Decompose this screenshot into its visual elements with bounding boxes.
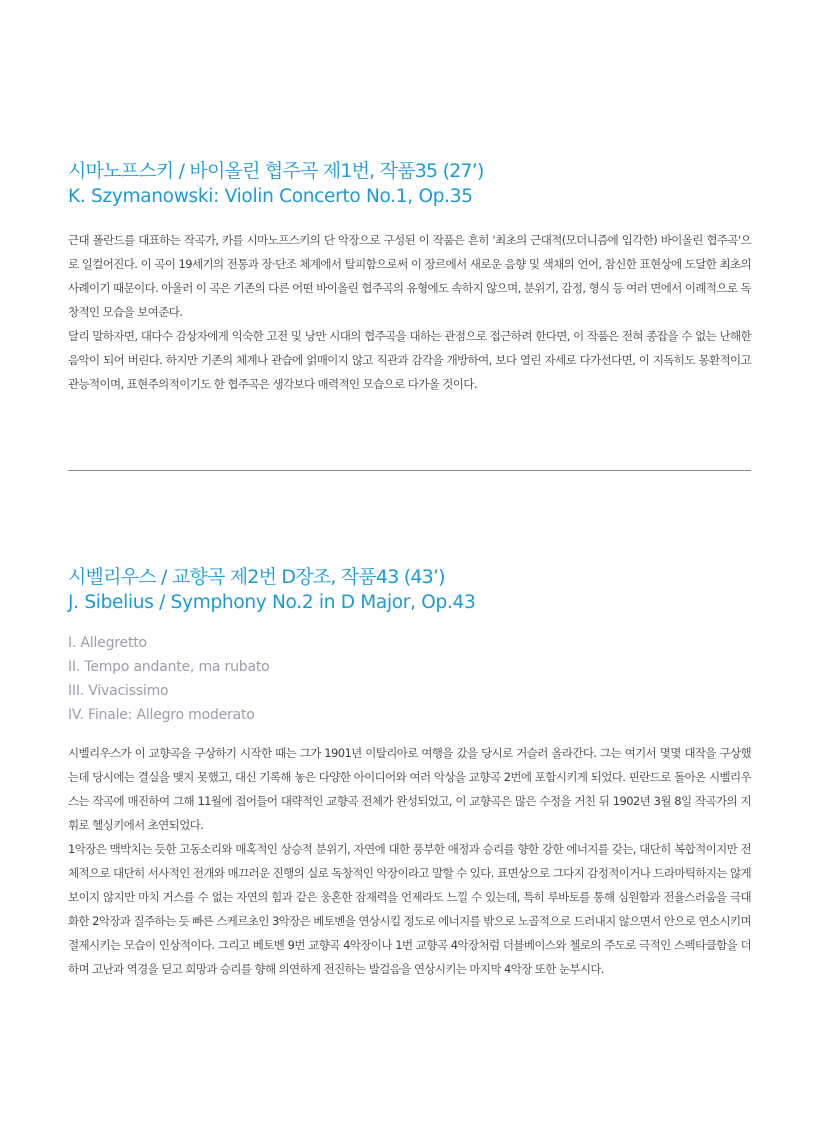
movement-item: III. Vivacissimo — [68, 683, 169, 699]
piece-title-korean: 시마노프스키 / 바이올린 협주곡 제1번, 작품35 (27’) — [68, 160, 484, 182]
piece-sibelius — [68, 564, 751, 981]
program-note-paragraph: 시벨리우스가 이 교향곡을 구상하기 시작한 때는 그가 1901년 이탈리아로 여행을 갔을 당시로 거슬러 올라간다. 그는 여기서 몇몇 대작을 구상했는데 당시에는 결실을 맺지 못했고, 대신 기록해 놓은 다양한 아이디어와 여러 악상을 교향곡 2번에 포함시키게 되었다. 핀란드로 돌아온 시벨리우스는 작곡에 매진하여 그해 11월에 접어들어 대략적인 교향곡 전체가 완성되었고, 이 교향곡은 많은 수정을 거친 뒤 1902년 3월 8일 작곡가의 지휘로 헬싱키에서 초연되었다. — [68, 746, 751, 832]
piece-title-korean: 시벨리우스 / 교향곡 제2번 D장조, 작품43 (43’) — [68, 566, 445, 588]
movement-item: IV. Finale: Allegro moderato — [68, 707, 255, 723]
program-note-paragraph: 1악장은 맥박치는 듯한 고동소리와 매혹적인 상승적 분위기, 자연에 대한 풍부한 애정과 승리를 향한 강한 에너지를 갖는, 대단히 복합적이지만 전체적으로 대단히 서사적인 전개와 매끄러운 진행의 실로 독창적인 악장이라고 말할 수 있다. 표면상으로 그다지 감정적이거나 드라마틱하지는 않게 보이지 않지만 마치 거스를 수 없는 자연의 힘과 같은 웅혼한 잠재력을 언제라도 느낄 수 있는데, 특히 루바토를 통해 심원함과 전율스러움을 극대화한 2악장과 질주하는 듯 빠른 스케르초인 3악장은 베토벤을 연상시킬 정도로 에너지를 밖으로 노골적으로 드러내지 않으면서 안으로 연소시키며 절제시키는 모습이 인상적이다. 그리고 베토벤 9번 교향곡 4악장이나 1번 교향곡 4악장처럼 더블베이스와 첼로의 주도로 극적인 스펙타클함을 더하며 고난과 역경을 딛고 희망과 승리를 향해 의연하게 전진하는 발걸음을 연상시키는 마지막 4악장 또한 눈부시다. — [68, 842, 751, 976]
piece-title-english: K. Szymanowski: Violin Concerto No.1, Op.35 — [68, 186, 473, 207]
piece-title-english: J. Sibelius / Symphony No.2 in D Major, Op.43 — [68, 592, 476, 613]
program-note — [68, 228, 751, 396]
movement-item: II. Tempo andante, ma rubato — [68, 659, 270, 675]
section-divider — [68, 470, 751, 471]
piece-szymanowski — [68, 158, 751, 396]
program-note-paragraph: 달리 말하자면, 대다수 감상자에게 익숙한 고전 및 낭만 시대의 협주곡을 대하는 관점으로 접근하려 한다면, 이 작품은 전혀 종잡을 수 없는 난해한 음악이 되어 버린다. 하지만 기존의 체계나 관습에 얽매이지 않고 직관과 감각을 개방하여, 보다 열린 자세로 다가선다면, 이 지독히도 몽환적이고 관능적이며, 표현주의적이기도 한 협주곡은 생각보다 매력적인 모습으로 다가올 것이다. — [68, 329, 751, 391]
program-note — [68, 741, 751, 981]
program-note-paragraph: 근대 폴란드를 대표하는 작곡가, 카를 시마노프스키의 단 악장으로 구성된 이 작품은 흔히 '최초의 근대적(모더니즘에 입각한) 바이올린 협주곡'으로 일컬어진다. 이 곡이 19세기의 전통과 장·단조 체계에서 탈피함으로써 이 장르에서 새로운 음향 및 색채의 언어, 참신한 표현상에 도달한 최초의 사례이기 때문이다. 아울러 이 곡은 기존의 다른 어떤 바이올린 협주곡의 유형에도 속하지 않으며, 분위기, 감정, 형식 등 여러 면에서 이례적으로 독창적인 모습을 보여준다. — [68, 233, 751, 319]
movement-item: I. Allegretto — [68, 635, 147, 651]
movement-list — [68, 631, 751, 727]
